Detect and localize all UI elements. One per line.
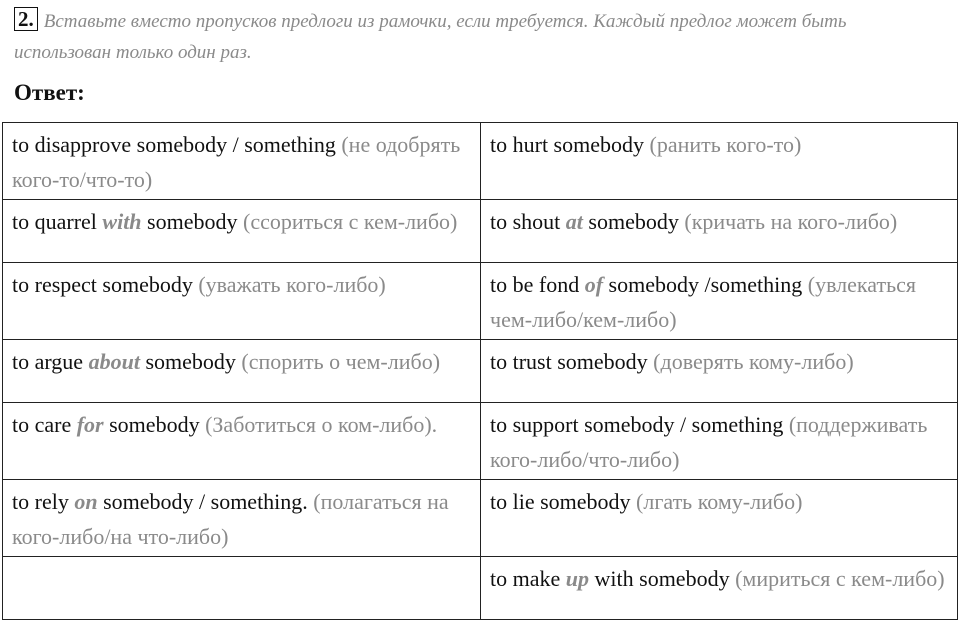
translation: (увлекаться чем-либо/кем-либо) <box>490 272 916 332</box>
table-cell <box>481 200 958 263</box>
answer-label: Ответ: <box>14 80 85 105</box>
table-cell <box>3 557 481 620</box>
table-row <box>3 200 958 263</box>
preposition: on <box>74 489 98 514</box>
phrase-text: to support somebody / something <box>490 412 784 437</box>
phrase-text: somebody / something. <box>103 489 308 514</box>
phrase-text: somebody <box>109 412 200 437</box>
table-row <box>3 263 958 340</box>
table-cell <box>481 403 958 480</box>
translation: (не одобрять кого-то/что-то) <box>12 132 461 192</box>
table-cell <box>481 263 958 340</box>
translation: (мириться с кем-либо) <box>735 566 945 591</box>
answer-table <box>2 122 958 620</box>
phrase-text: to argue <box>12 349 84 374</box>
phrase-text: somebody /something <box>608 272 803 297</box>
preposition: with <box>102 209 142 234</box>
translation: (полагаться на кого-либо/на что-либо) <box>12 489 449 549</box>
answer-table-body <box>3 123 958 620</box>
translation: (доверять кому-либо) <box>653 349 854 374</box>
table-cell <box>481 340 958 403</box>
phrase-text: somebody <box>588 209 679 234</box>
translation: (поддерживать кого-либо/что-либо) <box>490 412 928 472</box>
phrase-text: to shout <box>490 209 561 234</box>
table-cell <box>3 200 481 263</box>
table-cell <box>481 123 958 200</box>
task-instruction <box>14 6 944 68</box>
task-number: 2. <box>14 7 38 31</box>
table-cell <box>3 403 481 480</box>
preposition: about <box>88 349 140 374</box>
table-cell <box>481 480 958 557</box>
phrase-text: to be fond <box>490 272 580 297</box>
phrase-text: somebody <box>145 349 236 374</box>
table-cell <box>3 123 481 200</box>
table-cell <box>3 480 481 557</box>
phrase-text: with somebody <box>594 566 730 591</box>
phrase-text: to make <box>490 566 561 591</box>
translation: (лгать кому-либо) <box>636 489 803 514</box>
phrase-text: to quarrel <box>12 209 97 234</box>
table-row <box>3 340 958 403</box>
table-row <box>3 403 958 480</box>
table-cell <box>3 340 481 403</box>
preposition: at <box>565 209 583 234</box>
translation: (ранить кого-то) <box>649 132 802 157</box>
task-instruction-text: Вставьте вместо пропусков предлоги из рамочки, если требуется. Каждый предлог может быть использован только один раз. <box>14 11 847 63</box>
table-row <box>3 123 958 200</box>
translation: (ссориться с кем-либо) <box>243 209 458 234</box>
phrase-text: to trust somebody <box>490 349 648 374</box>
table-cell <box>3 263 481 340</box>
phrase-text: to hurt somebody <box>490 132 644 157</box>
preposition: up <box>565 566 590 591</box>
translation: (спорить о чем-либо) <box>241 349 441 374</box>
translation: (Заботиться о ком-либо). <box>205 412 438 437</box>
phrase-text: to lie somebody <box>490 489 631 514</box>
preposition: for <box>76 412 104 437</box>
phrase-text: to respect somebody <box>12 272 193 297</box>
phrase-text: to disapprove somebody / something <box>12 132 336 157</box>
phrase-text: to care <box>12 412 72 437</box>
phrase-text: somebody <box>147 209 238 234</box>
table-row <box>3 480 958 557</box>
table-cell <box>481 557 958 620</box>
phrase-text: to rely <box>12 489 69 514</box>
table-row <box>3 557 958 620</box>
translation: (уважать кого-либо) <box>198 272 386 297</box>
translation: (кричать на кого-либо) <box>684 209 898 234</box>
preposition: of <box>584 272 604 297</box>
